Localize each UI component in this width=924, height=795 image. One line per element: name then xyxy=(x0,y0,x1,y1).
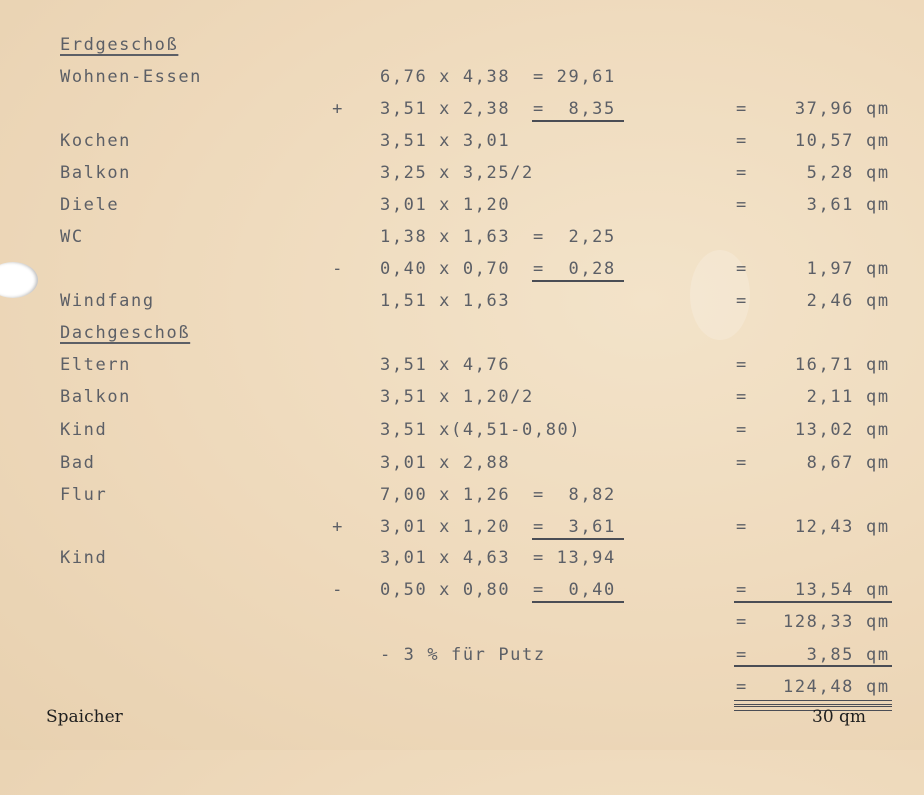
area-unit: qm xyxy=(866,131,890,151)
area-result: 13,02 xyxy=(794,420,854,440)
area-unit: qm xyxy=(866,612,890,632)
room-label: WC xyxy=(60,227,84,247)
underline xyxy=(532,120,624,122)
calculation: 3,25 x 3,25/2 xyxy=(380,163,534,183)
equals-sign: = xyxy=(736,453,748,473)
equals-sign: = xyxy=(736,131,748,151)
room-label: Windfang xyxy=(60,291,155,311)
plaster-deduction-area: 3,85 xyxy=(806,645,854,665)
subresult: = 3,61 xyxy=(533,517,616,537)
calculation: 1,51 x 1,63 xyxy=(380,291,511,311)
area-unit: qm xyxy=(866,517,890,537)
equals-sign: = xyxy=(736,259,748,279)
sign: - xyxy=(332,580,344,600)
room-label: Kind xyxy=(60,420,108,440)
calculation: 3,01 x 2,88 xyxy=(380,453,511,473)
area-result: 13,54 xyxy=(794,580,854,600)
room-label: Balkon xyxy=(60,163,132,183)
calc-row xyxy=(0,257,924,281)
equals-sign: = xyxy=(736,195,748,215)
area-unit: qm xyxy=(866,291,890,311)
calc-row xyxy=(0,578,924,602)
equals-sign: = xyxy=(736,612,748,632)
area-unit: qm xyxy=(866,387,890,407)
room-label: Flur xyxy=(60,485,108,505)
area-result: 2,46 xyxy=(806,291,854,311)
room-label: Bad xyxy=(60,453,96,473)
area-unit: qm xyxy=(866,355,890,375)
subresult: = 0,40 xyxy=(533,580,616,600)
subresult: = 0,28 xyxy=(533,259,616,279)
area-result: 1,97 xyxy=(806,259,854,279)
room-label: Kochen xyxy=(60,131,132,151)
calculation: 0,50 x 0,80 xyxy=(380,580,511,600)
plaster-deduction-label: - 3 % für Putz xyxy=(380,645,546,665)
double-underline xyxy=(734,700,892,705)
equals-sign: = xyxy=(736,387,748,407)
calc-row xyxy=(0,65,924,89)
section-heading-top-floor: Dachgeschoß xyxy=(60,323,191,343)
subresult: = 8,35 xyxy=(533,99,616,119)
calculation: 3,51 x 4,76 xyxy=(380,355,511,375)
sign: + xyxy=(332,517,344,537)
sign: + xyxy=(332,99,344,119)
subtotal-area: 128,33 xyxy=(782,612,854,632)
equals-sign: = xyxy=(736,645,748,665)
area-result: 10,57 xyxy=(794,131,854,151)
calc-row xyxy=(0,289,924,313)
subresult: = 29,61 xyxy=(533,67,616,87)
area-unit: qm xyxy=(866,99,890,119)
calculation: 3,01 x 4,63 xyxy=(380,548,511,568)
total-area: 124,48 xyxy=(782,677,854,697)
calc-row xyxy=(0,385,924,409)
equals-sign: = xyxy=(736,517,748,537)
area-result: 2,11 xyxy=(806,387,854,407)
section-heading-row xyxy=(0,321,924,345)
storage-area: 30 qm xyxy=(812,707,867,727)
equals-sign: = xyxy=(736,420,748,440)
calculation: 3,51 x 3,01 xyxy=(380,131,511,151)
area-unit: qm xyxy=(866,677,890,697)
total-row xyxy=(0,675,924,699)
plaster-deduction-row xyxy=(0,643,924,667)
calc-row xyxy=(0,418,924,442)
underline xyxy=(532,280,624,282)
sign: - xyxy=(332,259,344,279)
area-unit: qm xyxy=(866,645,890,665)
calc-row xyxy=(0,483,924,507)
area-result: 3,61 xyxy=(806,195,854,215)
room-label: Eltern xyxy=(60,355,132,375)
calc-row xyxy=(0,353,924,377)
area-result: 37,96 xyxy=(794,99,854,119)
area-unit: qm xyxy=(866,453,890,473)
equals-sign: = xyxy=(736,291,748,311)
subresult: = 2,25 xyxy=(533,227,616,247)
section-heading-ground-floor: Erdgeschoß xyxy=(60,35,179,55)
calc-row xyxy=(0,97,924,121)
calculation: 6,76 x 4,38 xyxy=(380,67,511,87)
equals-sign: = xyxy=(736,355,748,375)
calc-row xyxy=(0,451,924,475)
area-unit: qm xyxy=(866,195,890,215)
calc-row xyxy=(0,161,924,185)
area-unit: qm xyxy=(866,580,890,600)
room-label: Diele xyxy=(60,195,120,215)
storage-label: Spaicher xyxy=(46,707,123,727)
calculation: 3,01 x 1,20 xyxy=(380,195,511,215)
calculation: 0,40 x 0,70 xyxy=(380,259,511,279)
area-unit: qm xyxy=(866,163,890,183)
calc-row xyxy=(0,515,924,539)
area-result: 5,28 xyxy=(806,163,854,183)
equals-sign: = xyxy=(736,677,748,697)
underline xyxy=(734,665,892,667)
calc-row xyxy=(0,129,924,153)
calculation: 3,51 x 1,20/2 xyxy=(380,387,534,407)
equals-sign: = xyxy=(736,163,748,183)
calculation: 3,51 x(4,51-0,80) xyxy=(380,420,582,440)
calculation: 7,00 x 1,26 xyxy=(380,485,511,505)
subresult: = 13,94 xyxy=(533,548,616,568)
subresult: = 8,82 xyxy=(533,485,616,505)
underline xyxy=(532,601,624,603)
room-label: Balkon xyxy=(60,387,132,407)
area-result: 12,43 xyxy=(794,517,854,537)
area-result: 16,71 xyxy=(794,355,854,375)
section-heading-row xyxy=(0,33,924,57)
underline xyxy=(532,538,624,540)
room-label: Wohnen-Essen xyxy=(60,67,203,87)
calculation: 1,38 x 1,63 xyxy=(380,227,511,247)
area-result: 8,67 xyxy=(806,453,854,473)
calc-row xyxy=(0,193,924,217)
area-unit: qm xyxy=(866,259,890,279)
subtotal-row xyxy=(0,610,924,634)
calculation: 3,51 x 2,38 xyxy=(380,99,511,119)
equals-sign: = xyxy=(736,99,748,119)
calculation: 3,01 x 1,20 xyxy=(380,517,511,537)
underline xyxy=(734,601,892,603)
room-label: Kind xyxy=(60,548,108,568)
calc-row xyxy=(0,546,924,570)
area-unit: qm xyxy=(866,420,890,440)
calc-row xyxy=(0,225,924,249)
equals-sign: = xyxy=(736,580,748,600)
